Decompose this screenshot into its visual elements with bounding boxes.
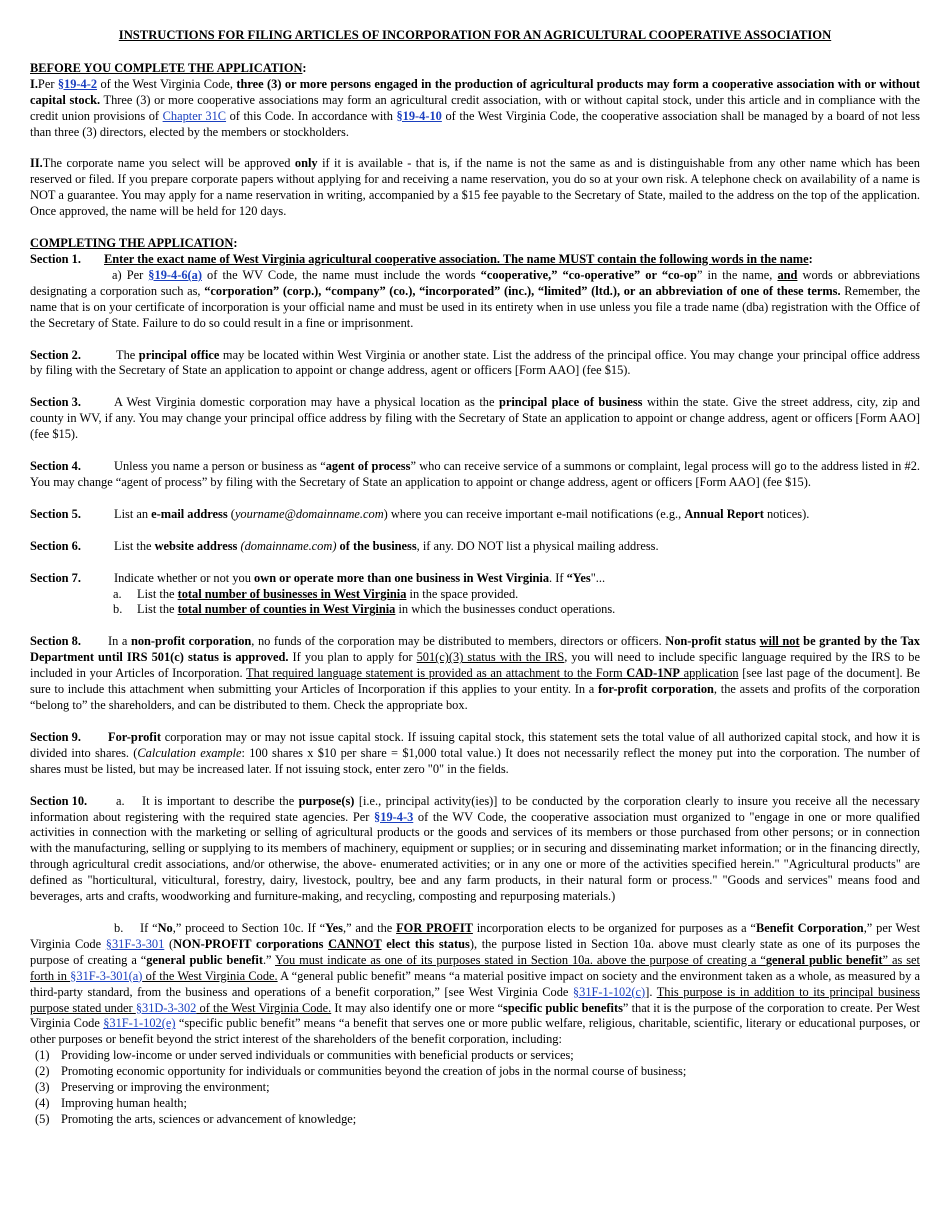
list-item: (5) Promoting the arts, sciences or advancement of knowledge;	[35, 1111, 357, 1126]
list-item: (3) Preserving or improving the environment;	[35, 1080, 270, 1095]
section-7-item-a: a. List the total number of businesses in West Virginia in the space provided.	[113, 586, 519, 601]
section-1-body: a) Per §19-4-6(a) of the WV Code, the name must include the words “cooperative,” “co-operative” or “co-op” in the name, and words or abbreviations designating a corporation such as, “corporation” (corp.), “company” (co.), “incorporated” (inc.), “limited” (ltd.), or an abbreviation of one of these terms. Remember, the name that is on your certificate of incorporation is your official name and must be used in its entirety when in use unless you file a trade name (dba) registration with the Office of the Secretary of State. Failure to do so could result in a fine or imprisonment.	[30, 267, 921, 330]
list-item: (2) Promoting economic opportunity for individuals or communities beyond the creation of jobs in the normal course of business;	[35, 1064, 687, 1079]
section-1-heading: Section 1. Enter the exact name of West Virginia agricultural cooperative association. The name MUST contain the following words in the name:	[30, 251, 813, 266]
section-4: Section 4. Unless you name a person or business as “agent of process” who can receive service of a summons or complaint, legal process will go to the address listed in #2. You may change “agent of process” by filing with the Secretary of State an application to appoint or change address, agent or officers [Form AAO] (fee $15).	[30, 459, 920, 489]
before-paragraph-2: II.The corporate name you select will be approved only if it is available - that is, if the name is not the same as and is distinguishable from any other name which has been reserved or filed. If you prepare corporate papers without applying for and receiving a name reservation, you do so at your own risk. A telephone check on availability of a name is NOT a guarantee. You may apply for a name reservation in writing, accompanied by a $15 fee payable to the Secretary of State, mailed to the address on the top of the application. Once approved, the name will be held for 120 days.	[30, 156, 920, 219]
list-item: (4) Improving human health;	[35, 1095, 187, 1110]
before-heading: BEFORE YOU COMPLETE THE APPLICATION:	[30, 60, 307, 75]
section-3: Section 3. A West Virginia domestic corporation may have a physical location as the principal place of business within the state. Give the street address, city, zip and county in WV, if any. You may change your principal office address by filing with the Secretary of State an application to appoint or change address, agent or officers [Form AAO] (fee $15).	[30, 395, 921, 442]
section-6: Section 6. List the website address (domainname.com) of the business, if any. DO NOT list a physical mailing address.	[30, 538, 659, 553]
section-5: Section 5. List an e-mail address (yourname@domainname.com) where you can receive important e-mail notifications (e.g., Annual Report notices).	[30, 506, 810, 521]
section-10a: Section 10. a. It is important to describe the purpose(s) [i.e., principal activity(ies)] to be conducted by the corporation clearly to insure you receive all the necessary information about registering with the required state agencies. Per §19-4-3 of the WV Code, the cooperative association must organized to "engage in one or more qualified activities in connection with the marketing or selling of agricultural products or the goods and services of its members or those purchased from other persons; or in connection with the manufacturing, selling or supplying to its members of machinery, equipment or supplies; or in securing and disseminating market information; or in the financing directly, through agricultural credit associations, and/or otherwise, the above- enumerated activities; or in any one or more of the activities specified herein." "Agricultural products" are defined as "horticultural, viticultural, forestry, dairy, livestock, poultry, bee and any farm products, in their natural form or process." "Goods and services" means food and beverages, arts and crafts, woodworking and furniture-making, and recycling, composting and repurposing materials.)	[30, 793, 920, 904]
completing-heading: COMPLETING THE APPLICATION:	[30, 236, 238, 251]
specific-benefit-list	[35, 1048, 920, 1128]
list-item: (1) Providing low-income or under served individuals or communities with beneficial products or services;	[35, 1048, 574, 1063]
link-31f-1-102e[interactable]: §31F-1-102(e)	[103, 1016, 176, 1031]
link-31f-1-102c[interactable]: §31F-1-102(c)	[572, 984, 646, 999]
page-title: INSTRUCTIONS FOR FILING ARTICLES OF INCORPORATION FOR AN AGRICULTURAL COOPERATIVE ASSOCIATION	[118, 28, 832, 42]
link-31d-3-302[interactable]: §31D-3-302	[135, 1000, 197, 1015]
section-7-item-b: b. List the total number of counties in West Virginia in which the businesses conduct operations.	[113, 602, 616, 617]
section-10b: b. If “No,” proceed to Section 10c. If “Yes,” and the FOR PROFIT incorporation elects to be organized for purposes as a “Benefit Corporation,” per West Virginia Code §31F-3-301 (NON-PROFIT corporations CANNOT elect this status), the purpose listed in Section 10a. above must clearly state as one of its purposes the purpose of creating a “general public benefit.” You must indicate as one of its purposes stated in Section 10a. above the purpose of creating a “general public benefit” as set forth in §31F-3-301(a) of the West Virginia Code. A “general public benefit” means “a material positive impact on society and the environment taken as a whole, as measured by a third-party standard, from the business and operations of a benefit corporation,” [see West Virginia Code §31F-1-102(c)]. This purpose is in addition to its principal business purpose stated under §31D-3-302 of the West Virginia Code. It may also identify one or more “specific public benefits” that it is the purpose of the corporation to create. Per West Virginia Code §31F-1-102(e) “specific public benefit” means “a benefit that serves one or more public welfare, religious, charitable, scientific, literary or educational purposes, or other purposes or benefit beyond the strict interest of the shareholders of the benefit corporation, including:	[30, 920, 921, 1047]
link-19-4-2[interactable]: §19-4-2	[57, 76, 98, 91]
link-31f-3-301a[interactable]: §31F-3-301(a)	[70, 968, 143, 983]
section-7: Section 7. Indicate whether or not you own or operate more than one business in West Virginia. If “Yes"...	[30, 570, 606, 585]
section-2: Section 2. The principal office may be located within West Virginia or another state. List the address of the principal office. You may change your principal office address by filing with the Secretary of State an application to appoint or change address, agent or officers [Form AAO] (fee $15).	[30, 347, 920, 378]
link-chapter-31c[interactable]: Chapter 31C	[162, 108, 227, 123]
link-31f-3-301[interactable]: §31F-3-301	[105, 936, 165, 951]
before-paragraph-1: I.Per §19-4-2 of the West Virginia Code, three (3) or more persons engaged in the production of agricultural products may form a cooperative association with or without capital stock. Three (3) or more cooperative associations may form an agricultural credit association, with or without capital stock, under this article and in compliance with the credit union provisions of Chapter 31C of this Code. In accordance with §19-4-10 of the West Virginia Code, the cooperative association shall be managed by a board of not less than three (3) directors, elected by the members or stockholders.	[30, 76, 921, 139]
section-8: Section 8. In a non-profit corporation, no funds of the corporation may be distributed to members, directors or officers. Non-profit status will not be granted by the Tax Department until IRS 501(c) status is approved. If you plan to apply for 501(c)(3) status with the IRS, you will need to include specific language required by the IRS to be included in your Articles of Incorporation. That required language statement is provided as an attachment to the Form CAD-1NP application [see last page of the document]. Be sure to include this attachment when submitting your Articles of Incorporation if this applies to your entity. In a for-profit corporation, the assets and profits of the corporation “belong to” the shareholders, and can be distributed to them. Check the appropriate box.	[30, 634, 920, 712]
link-19-4-10[interactable]: §19-4-10	[396, 108, 442, 123]
section-9: Section 9. For-profit corporation may or may not issue capital stock. If issuing capital stock, this statement sets the total value of all authorized capital stock, and how it is divided into shares. (Calculation example: 100 shares x $10 per share = $1,000 total value.) It does not necessarily reflect the money put into the corporation. The number of shares must be listed, but may be increased later. If not issuing stock, enter zero "0" in the fields.	[30, 729, 920, 776]
link-19-4-3[interactable]: §19-4-3	[374, 809, 414, 824]
link-19-4-6a[interactable]: §19-4-6(a)	[148, 267, 202, 282]
